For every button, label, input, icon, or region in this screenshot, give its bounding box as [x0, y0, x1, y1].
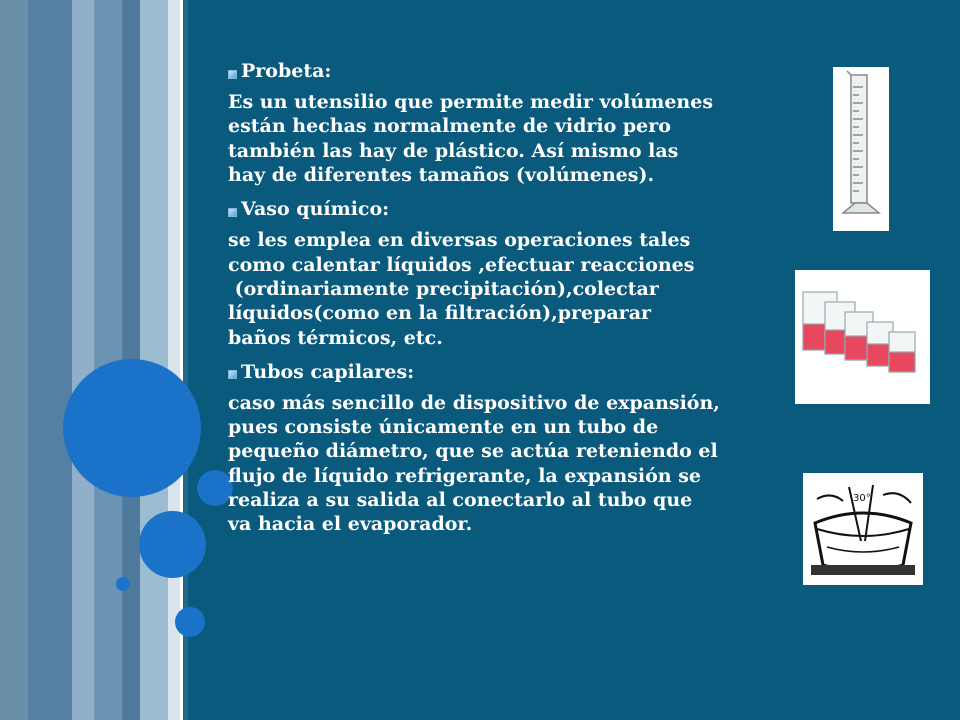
- capillary-bath-image: [803, 473, 923, 585]
- graduated-cylinder-image: [833, 67, 889, 231]
- circle-medium: [139, 511, 206, 578]
- beakers-icon: [795, 270, 930, 404]
- heading-vaso-label: Vaso químico:: [241, 198, 390, 221]
- bullet-icon: [228, 70, 237, 79]
- heading-probeta-label: Probeta:: [241, 60, 332, 82]
- stripe-1: [0, 0, 28, 720]
- paragraph-tubos: caso más sencillo de dispositivo de expansión, pues consiste únicamente en un tubo de pequeño diámetro, que se actúa reteniendo el flujo de líquido refrigerante, la expansión se realiza a su salida al conectarlo al tubo que va hacia el evaporador.: [228, 391, 720, 536]
- slide-content: [228, 60, 808, 548]
- heading-probeta: [228, 60, 808, 82]
- bullet-icon: [228, 208, 237, 217]
- stripe-2: [28, 0, 72, 720]
- stripe-3: [72, 0, 94, 720]
- paragraph-vaso: se les emplea en diversas operaciones tales como calentar líquidos ,efectuar reacciones (ordinariamente precipitación),colectar líquidos(como en la filtración),preparar baños térmicos, etc.: [228, 229, 695, 349]
- bullet-icon: [228, 370, 237, 379]
- heading-tubos-label: Tubos capilares:: [241, 360, 415, 383]
- angle-label: 30°: [853, 493, 871, 504]
- circle-dot: [116, 577, 130, 591]
- heading-tubos: [228, 361, 808, 383]
- beakers-image: [795, 270, 930, 404]
- heading-vaso: [228, 198, 808, 220]
- circle-small-2: [175, 607, 205, 637]
- paragraph-probeta: Es un utensilio que permite medir volúmenes están hechas normalmente de vidrio pero también las hay de plástico. Así mismo las hay de diferentes tamaños (volúmenes).: [228, 91, 714, 186]
- water-bath-icon: [803, 473, 923, 585]
- graduated-cylinder-icon: [833, 67, 889, 231]
- circle-large: [63, 359, 201, 497]
